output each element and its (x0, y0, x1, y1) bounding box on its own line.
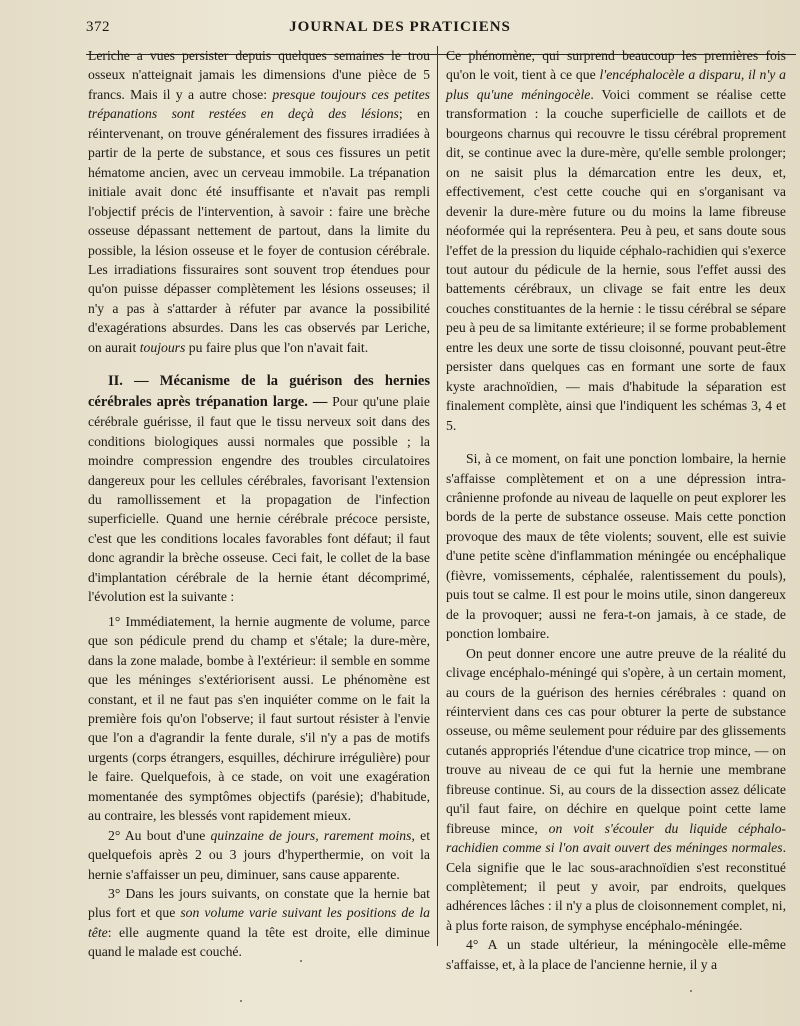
paragraph (446, 46, 786, 435)
text-run: Pour qu'une plaie cérébrale guérisse, il faut que le tissu nerveux soit dans des conditions biologiques aussi normales que possible ; la moindre compression engendre des troubles circulatoires dangereux pour les cellules cérébrales, favorisant l'extension du ramollissement et la propagation de l'infection superficielle. Quand une hernie cérébrale précoce persiste, c'est que les conditions locales favorables font défaut; il faut donc agrandir la brèche osseuse. Ceci fait, le collet de la base d'implantation cérébrale de la hernie étant décomprimé, l'évolution est la suivante : (88, 393, 430, 605)
page-number: 372 (86, 19, 110, 35)
paper-speck (240, 1000, 242, 1002)
paper-speck (300, 960, 302, 962)
italic-run: l'encéphalocèle a disparu, il n'y a plus qu'une méningocèle (446, 67, 786, 102)
text-run: pu faire plus que l'on n'avait fait. (185, 339, 369, 355)
text-run: 1° Immédiatement, la hernie augmente de volume, parce que son pédicule prend du champ et s'étale; la dure-mère, dans la zone malade, bombe à l'extérieur: il semble en somme que les méninges s'extériorisent aussi. Le phénomène est constant, et il ne faut pas s'en inquiéter comme on le fait la première fois qu'on l'observe; il faut surtout résister à l'envie que l'on a d'agrandir la fente durale, s'il n'y a pas de motifs urgents (corps étrangers, esquilles, déchirure irrégulière) pour le faire. Quelquefois, à ce stade, on voit une exagération momentanée des symptômes objectifs (parésie); d'habitude, au contraire, les blessés vont rapidement mieux. (88, 613, 430, 824)
paragraph (88, 371, 430, 606)
text-run: 4° A un stade ultérieur, la méningocèle elle-même s'affaisse, et, à la place de l'ancienne hernie, il y a (446, 937, 786, 972)
text-run: ; en réintervenant, on trouve généralement des fissures irradiées à partir de la perte de substance, et sous ces fissures un petit hématome ancien, avec un cerveau immobile. La trépanation initiale avait donc été insuffisante et n'avait pas rempli l'objectif précis de l'intervention, à savoir : faire une brèche osseuse dépassant nettement de partout, dans la limite du possible, la lésion osseuse et le foyer de contusion cérébrale. Les irradiations fissuraires sont souvent trop étendues pour qu'on puisse dépasser complètement les lésions osseuses; il n'y a pas à s'attarder à réfuter par avance la possibilité d'exagérations absurdes. Dans les cas observés par Leriche, on aurait (88, 106, 430, 355)
paragraph (446, 644, 786, 936)
paragraph (88, 884, 430, 962)
section-heading: II. — Mécanisme de la guérison des hernies cérébrales après trépanation large. — (88, 373, 430, 410)
paragraph (88, 826, 430, 884)
text-run: . Cela signifie que le lac sous-arachnoïdien s'est reconstitué complètement; il peut y avoir, par endroits, quelques adhérences lâches : il n'y a plus de cloisonnement complet, ni, à plus forte raison, de symphyse encéphalo-méningée. (446, 840, 786, 933)
text-run: , et quelquefois après 2 ou 3 jours d'hyperthermie, on voit la hernie s'affaisser un peu, diminuer, sans cause apparente. (88, 827, 430, 882)
paragraph (446, 935, 786, 974)
text-run: 2° Au bout d'une (108, 827, 211, 843)
italic-run: on voit s'écouler du liquide céphalo-rachidien comme si l'on avait ouvert des méninges normales (446, 820, 786, 856)
right-column (446, 46, 786, 974)
italic-run: presque toujours ces petites trépanations sont restées en deçà des lésions (88, 86, 430, 122)
text-run: . Voici comment se réalise cette transformation : la couche superficielle de caillots et de bourgeons charnus qui recouvre le tissu cérébral proprement dit, se continue avec la dure-mère, qu'elle semble prolonger; on ne saisit plus la démarcation entre les deux, et, effectivement, c'est cette couche qui en s'organisant va devenir la dure-mère future ou du moins la lame fibreuse néoformée qui la représentera. Peu à peu, et sans doute sous l'effet de la pression du liquide céphalo-rachidien qui s'exerce tout autour du pédicule de la hernie, sous l'effet aussi des battements cérébraux, un clivage se fait entre les deux couches constituantes de la hernie : le tissu cérébral se sépare peu à peu de sa limitante extérieure; il se forme probablement entre les deux une sorte de tissu cloisonné, pouvant peut-être persister dans quelques cas en formant une sorte de faux kyste arachnoïdien, — mais d'habitude la séparation est finalement complète, ainsi que l'indiquent les schémas 3, 4 et 5. (446, 86, 786, 433)
text-run: 3° Dans les jours suivants, on constate que la hernie bat plus fort et que (88, 886, 430, 921)
italic-run: quinzaine de jours, rarement moins (210, 827, 412, 843)
italic-run: toujours (139, 339, 186, 355)
page-header (0, 14, 800, 44)
text-run: Leriche a vues persister depuis quelques semaines le trou osseux n'atteignait jamais les dimensions d'une pièce de 5 francs. Mais il y a autre chose: (88, 48, 430, 102)
paragraph (88, 46, 430, 357)
paper-speck (690, 990, 692, 992)
paragraph (88, 612, 430, 826)
paragraph (446, 449, 786, 644)
left-column (88, 46, 430, 962)
text-run: On peut donner encore une autre preuve de la réalité du clivage encéphalo-méningé qui s'opère, à un certain moment, au cours de la guérison des hernies cérébrales : quand on réintervient dans ces cas pour obturer la perte de substance osseuse, ou même seulement pour réduire par des glissements cutanés appropriés l'étendue d'une cicatrice trop mince, — on trouve au niveau de ce qui fut la hernie une membrane fibreuse continue. Si, au cours de la dissection assez délicate qu'il faut faire, on déchire en quelque point cette lame fibreuse mince, (446, 645, 786, 836)
column-divider (437, 46, 438, 946)
text-run: Si, à ce moment, on fait une ponction lombaire, la hernie s'affaisse complètement et on a une dépression intra-crânienne profonde au niveau de laquelle on peut explorer les bords de la perte de substance osseuse. Mais cette ponction provoque des maux de tête violents; souvent, elle est suivie d'une petite scène d'inflammation méningée ou encéphalique (fièvre, vomissements, céphalée, ralentissement du pouls), puis tout se calme. Il est pour le moins utile, sinon dangereux de la provoquer; aussi ne fera-t-on jamais, à ce stade, de ponction lombaire. (446, 451, 786, 642)
text-run: : elle augmente quand la tête est droite, elle diminue quand le malade est couché. (88, 924, 430, 960)
text-run: Ce phénomène, qui surprend beaucoup les premières fois qu'on le voit, tient à ce que (446, 48, 786, 83)
running-title: JOURNAL DES PRATICIENS (289, 19, 511, 35)
italic-run: son volume varie suivant les positions de la tête (88, 905, 430, 940)
